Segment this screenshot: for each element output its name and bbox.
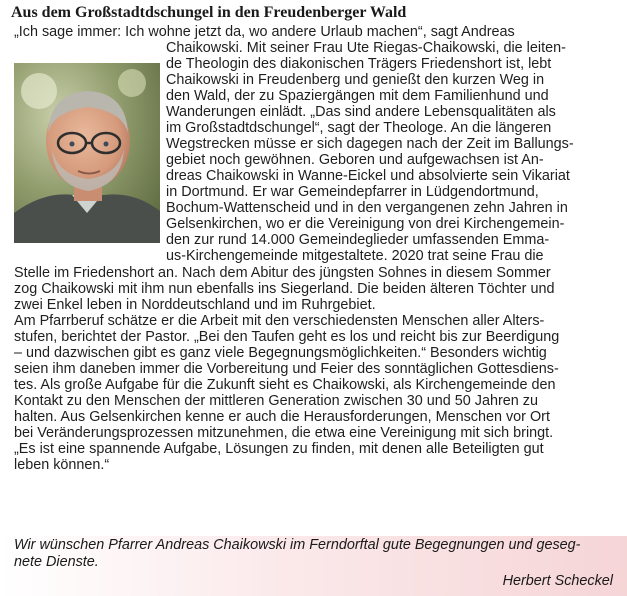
text-line: Bochum-Wattenscheid und in den vergangenen zehn Jahren in xyxy=(166,200,568,216)
text-line: stufen, berichtet der Pastor. „Bei den Taufen geht es los und reicht bis zur Beerdigung xyxy=(14,329,560,345)
text-line: Wegstrecken müsse er sich dagegen nach der Zeit im Ballungs- xyxy=(166,136,574,152)
text-line: – und dazwischen gibt es ganz viele Begegnungsmöglichkeiten.“ Besonders wichtig xyxy=(14,345,547,361)
article-headline: Aus dem Großstadtdschungel in den Freudenberger Wald xyxy=(11,4,407,21)
text-line: den zur rund 14.000 Gemeindeglieder umfassenden Emma- xyxy=(166,232,550,248)
author-name: Herbert Scheckel xyxy=(502,573,613,589)
intro-line: „Ich sage immer: Ich wohne jetzt da, wo andere Urlaub machen“, sagt Andreas xyxy=(14,24,515,40)
text-line: bei Veränderungsprozessen mitzunehmen, die etwa eine Vereinigung mit sich bringt. xyxy=(14,425,554,441)
text-line: Wanderungen einlädt. „Das sind andere Lebensqualitäten als xyxy=(166,104,556,120)
portrait-photo xyxy=(14,63,160,243)
text-line: halten. Aus Gelsenkirchen kenne er auch die Herausforderungen, Menschen vor Ort xyxy=(14,409,550,425)
text-line: zog Chaikowski mit ihm nun ebenfalls ins Siegerland. Die beiden älteren Töchter und xyxy=(14,281,555,297)
text-line: Chaikowski in Freudenberg und genießt den kurzen Weg in xyxy=(166,72,545,88)
text-line: us-Kirchengemeinde mitgestaltete. 2020 trat seine Frau die xyxy=(166,248,544,264)
closing-line: nete Dienste. xyxy=(14,554,99,570)
closing-line: Wir wünschen Pfarrer Andreas Chaikowski im Ferndorftal gute Begegnungen und geseg- xyxy=(14,537,581,553)
text-line: tes. Als große Aufgabe für die Zukunft sieht es Chaikowski, als Kirchengemeinde den xyxy=(14,377,556,393)
text-line: de Theologin des diakonischen Trägers Friedenshort ist, lebt xyxy=(166,56,552,72)
text-line: gebiet noch gewöhnen. Geboren und aufgewachsen ist An- xyxy=(166,152,544,168)
text-line: dreas Chaikowski in Wanne-Eickel und absolvierte sein Vikariat xyxy=(166,168,570,184)
text-line: den Wald, der zu Spaziergängen mit dem Familienhund und xyxy=(166,88,549,104)
text-line: Chaikowski. Mit seiner Frau Ute Riegas-Chaikowski, die leiten- xyxy=(166,40,566,56)
text-line: Kontakt zu den Menschen der mittleren Generation zwischen 30 und 50 Jahren zu xyxy=(14,393,538,409)
text-line: in Dortmund. Er war Gemeindepfarrer in Lüdgendortmund, xyxy=(166,184,539,200)
text-line: „Es ist eine spannende Aufgabe, Lösungen zu finden, mit denen alle Beteiligten gut xyxy=(14,441,544,457)
text-line: Gelsenkirchen, wo er die Vereinigung von drei Kirchengemein- xyxy=(166,216,565,232)
text-line: seien ihm daneben immer die Vorbereitung und Feier des sonntäglichen Gottesdiens- xyxy=(14,361,559,377)
text-line: im Großstadtdschungel“, sagt der Theologe. An die längeren xyxy=(166,120,552,136)
text-line: Am Pfarrberuf schätze er die Arbeit mit den verschiedensten Menschen aller Alters- xyxy=(14,313,545,329)
text-line: zwei Enkel leben in Norddeutschland und im Ruhrgebiet. xyxy=(14,297,376,313)
text-line: leben können.“ xyxy=(14,457,110,473)
text-line: Stelle im Friedenshort an. Nach dem Abitur des jüngsten Sohnes in diesem Sommer xyxy=(14,265,551,281)
